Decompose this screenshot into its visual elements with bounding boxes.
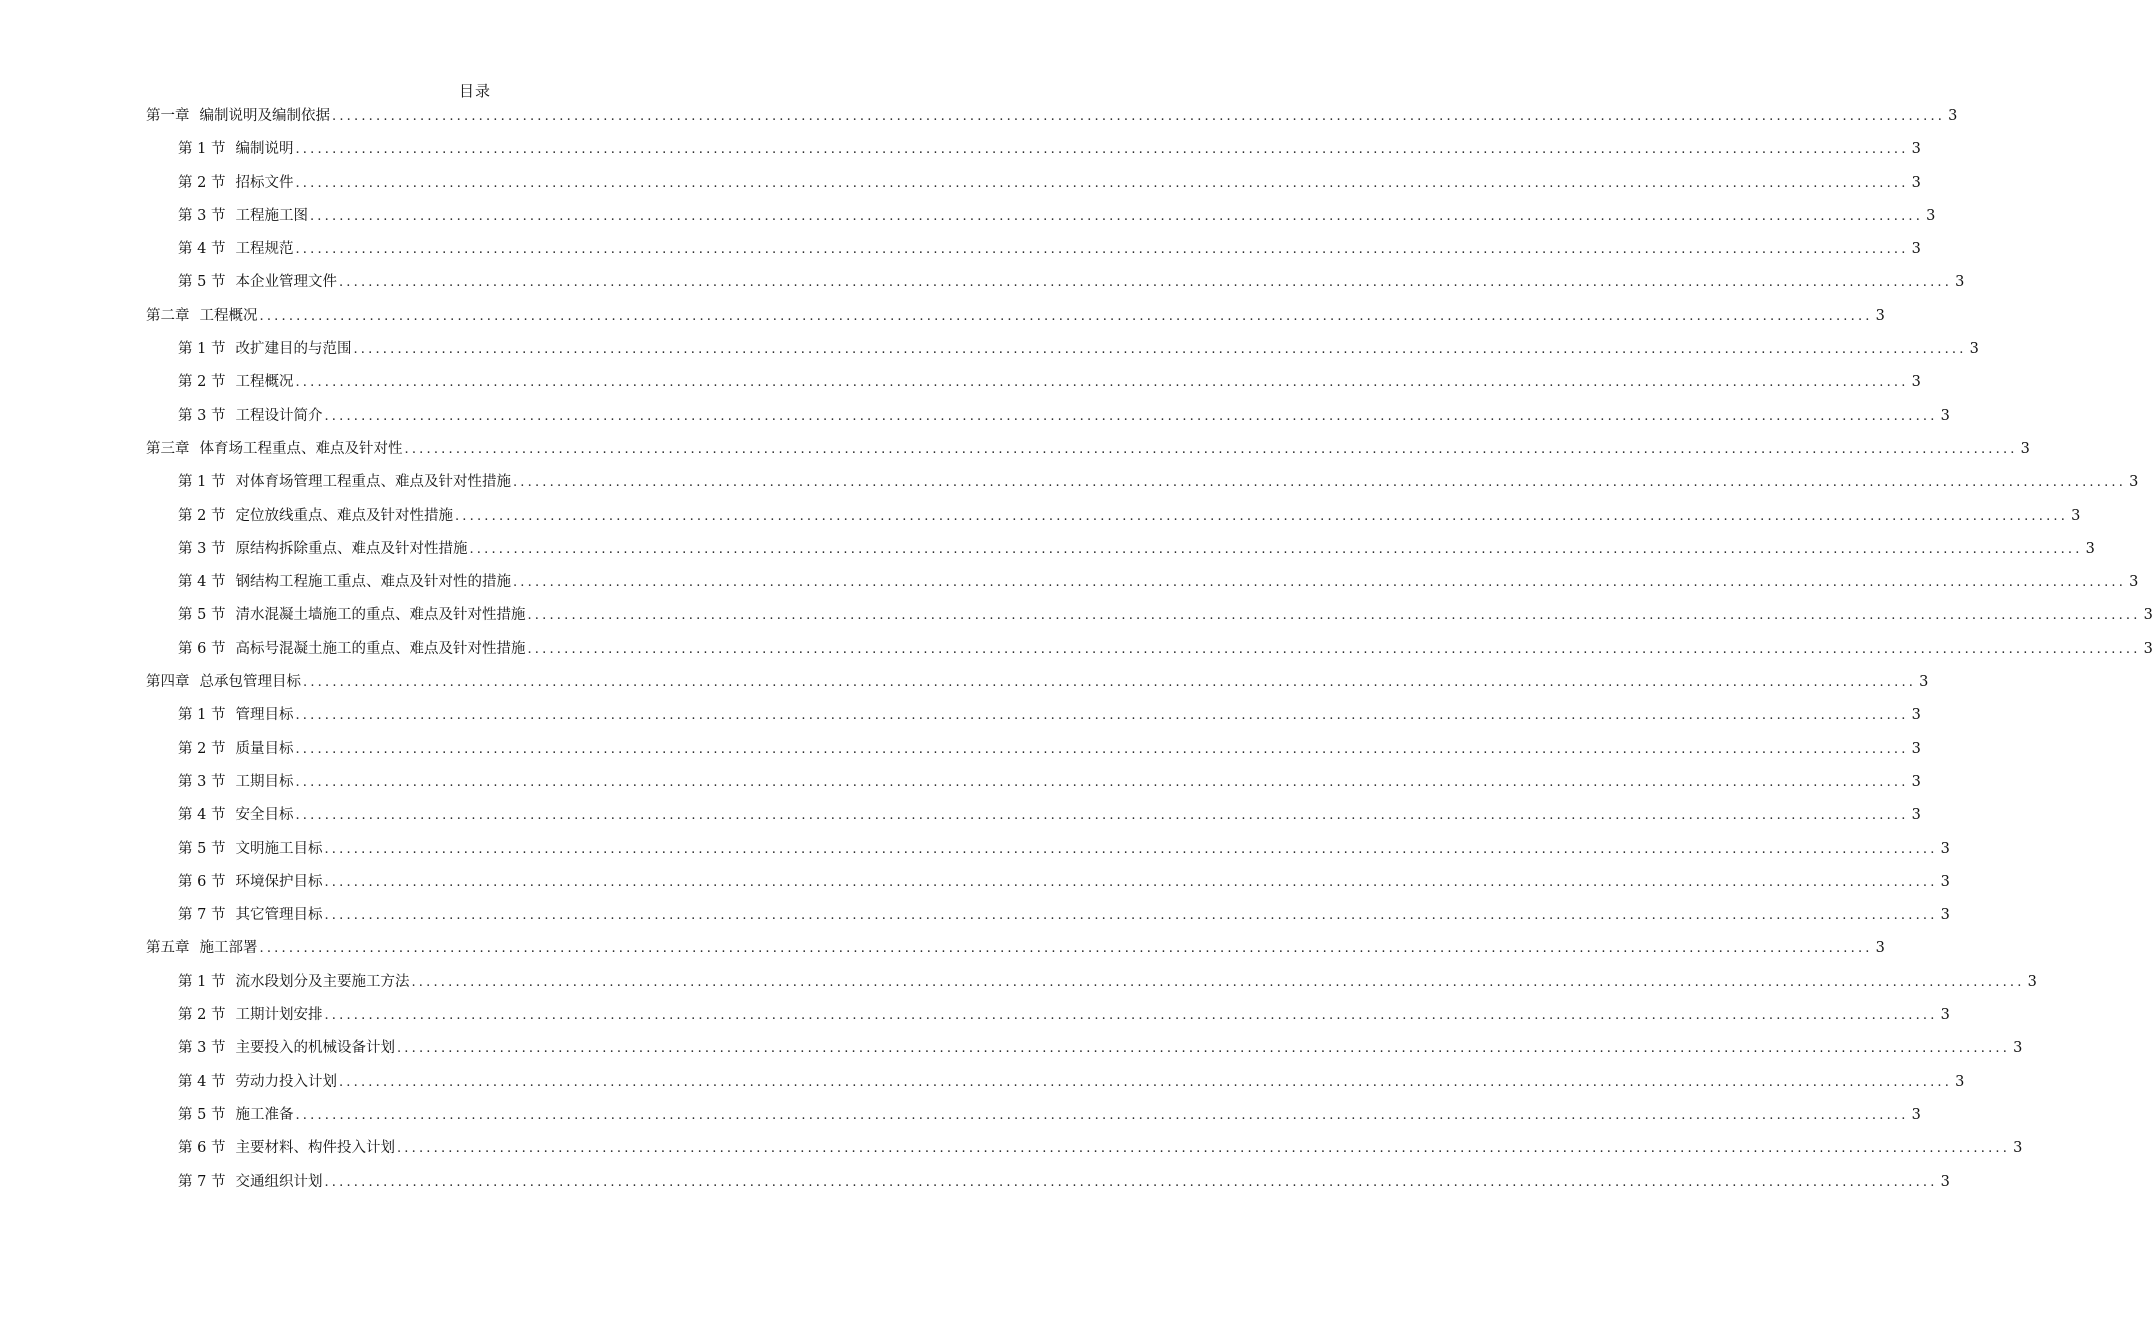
- toc-entry-label: [146, 305, 258, 327]
- toc-section-entry[interactable]: [146, 1037, 2023, 1070]
- toc-dot-leader: ............................................................................................................................................................................................................................: [338, 275, 1953, 291]
- toc-page-number: 3: [2129, 574, 2139, 591]
- toc-section-entry[interactable]: [146, 1171, 1950, 1204]
- toc-entry-label: [178, 405, 322, 427]
- toc-page-number: 3: [1940, 1173, 1950, 1190]
- toc-entry-label: [146, 671, 301, 693]
- toc-entry-number: 第 1 节: [178, 973, 226, 990]
- toc-entry-text: 招标文件: [235, 174, 294, 191]
- toc-page-number: 3: [2027, 973, 2037, 990]
- toc-section-entry[interactable]: [146, 1137, 2023, 1170]
- toc-entry-label: [178, 538, 467, 560]
- toc-dot-leader: ............................................................................................................................................................................................................................: [469, 541, 2083, 557]
- toc-entry-number: 第 4 节: [178, 807, 226, 824]
- toc-entry-label: [178, 1104, 293, 1126]
- toc-entry-number: 第 7 节: [178, 1173, 226, 1190]
- toc-section-entry[interactable]: [146, 172, 1921, 205]
- toc-section-entry[interactable]: [146, 604, 2153, 637]
- toc-entry-number: 第 1 节: [178, 707, 226, 724]
- toc-entry-text: 工程概况: [199, 307, 258, 324]
- toc-page-number: 3: [1911, 241, 1921, 258]
- toc-entry-number: 第 6 节: [178, 1140, 226, 1157]
- toc-section-entry[interactable]: [146, 371, 1921, 404]
- toc-page-number: 3: [2143, 640, 2153, 657]
- toc-dot-leader: ............................................................................................................................................................................................................................: [295, 175, 1909, 191]
- toc-page-number: 3: [1926, 207, 1936, 224]
- toc-entry-label: [178, 1171, 322, 1193]
- toc-entry-text: 编制说明及编制依据: [199, 108, 330, 124]
- toc-entry-number: 第 4 节: [178, 574, 226, 591]
- toc-entry-text: 对体育场管理工程重点、难点及针对性措施: [235, 474, 511, 491]
- toc-entry-number: 第 3 节: [178, 773, 226, 790]
- toc-entry-label: [178, 838, 322, 860]
- toc-entry-text: 定位放线重点、难点及针对性措施: [235, 507, 453, 524]
- toc-entry-number: 第 6 节: [178, 873, 226, 890]
- toc-page-number: 3: [1911, 374, 1921, 391]
- toc-entry-text: 环境保护目标: [235, 873, 323, 890]
- toc-entry-label: [146, 937, 258, 959]
- toc-chapter-entry[interactable]: [146, 305, 1885, 338]
- toc-section-entry[interactable]: [146, 205, 1936, 238]
- toc-entry-label: [146, 438, 403, 460]
- toc-entry-number: 第 5 节: [178, 840, 226, 857]
- toc-section-entry[interactable]: [146, 838, 1950, 871]
- toc-entry-number: 第五章: [146, 940, 190, 957]
- toc-entry-number: 第三章: [146, 440, 190, 457]
- toc-dot-leader: ............................................................................................................................................................................................................................: [295, 142, 1909, 158]
- toc-page-number: 3: [1911, 807, 1921, 824]
- toc-page-number: 3: [1911, 740, 1921, 757]
- toc-entry-label: [178, 271, 337, 293]
- toc-page-number: 3: [1948, 108, 1958, 124]
- toc-page-number: 3: [1940, 840, 1950, 857]
- toc-entry-text: 体育场工程重点、难点及针对性: [199, 440, 403, 457]
- toc-dot-leader: ............................................................................................................................................................................................................................: [309, 208, 1924, 224]
- toc-entry-number: 第 1 节: [178, 141, 226, 158]
- toc-dot-leader: ............................................................................................................................................................................................................................: [353, 342, 1967, 358]
- toc-page-number: 3: [1940, 1007, 1950, 1024]
- toc-list: [146, 105, 2153, 1204]
- toc-entry-text: 主要投入的机械设备计划: [235, 1040, 395, 1057]
- toc-page-number: 3: [1940, 907, 1950, 924]
- toc-chapter-entry[interactable]: [146, 105, 1958, 138]
- toc-entry-number: 第 5 节: [178, 274, 226, 291]
- toc-entry-label: [178, 571, 511, 593]
- toc-section-entry[interactable]: [146, 338, 1979, 371]
- toc-entry-text: 劳动力投入计划: [235, 1073, 337, 1090]
- toc-page-number: 3: [1911, 174, 1921, 191]
- toc-dot-leader: ............................................................................................................................................................................................................................: [295, 375, 1909, 391]
- toc-entry-number: 第 2 节: [178, 174, 226, 191]
- toc-entry-label: [178, 138, 293, 160]
- toc-entry-text: 编制说明: [235, 141, 294, 158]
- toc-entry-number: 第四章: [146, 674, 190, 691]
- toc-section-entry[interactable]: [146, 405, 1950, 438]
- toc-entry-label: [178, 771, 293, 793]
- toc-dot-leader: ............................................................................................................................................................................................................................: [303, 675, 1917, 691]
- toc-dot-leader: ............................................................................................................................................................................................................................: [338, 1074, 1953, 1090]
- toc-page-number: 3: [1919, 674, 1929, 691]
- toc-entry-number: 第 3 节: [178, 1040, 226, 1057]
- toc-section-entry[interactable]: [146, 238, 1921, 271]
- toc-page-number: 3: [1969, 341, 1979, 358]
- toc-dot-leader: ............................................................................................................................................................................................................................: [259, 308, 1873, 324]
- toc-page-number: 3: [2129, 474, 2139, 491]
- toc-section-entry[interactable]: [146, 771, 1921, 804]
- toc-dot-leader: ............................................................................................................................................................................................................................: [527, 641, 2141, 657]
- toc-section-entry[interactable]: [146, 804, 1921, 837]
- toc-dot-leader: ............................................................................................................................................................................................................................: [396, 1141, 2011, 1157]
- toc-entry-label: [178, 205, 308, 227]
- toc-entry-number: 第 3 节: [178, 207, 226, 224]
- toc-dot-leader: ............................................................................................................................................................................................................................: [295, 242, 1909, 258]
- toc-entry-text: 管理目标: [235, 707, 294, 724]
- toc-section-entry[interactable]: [146, 138, 1921, 171]
- toc-entry-number: 第 1 节: [178, 341, 226, 358]
- toc-entry-label: [178, 804, 293, 826]
- toc-entry-number: 第 2 节: [178, 1007, 226, 1024]
- toc-chapter-entry[interactable]: [146, 937, 1885, 970]
- toc-entry-label: [178, 1071, 337, 1093]
- toc-entry-number: 第 2 节: [178, 374, 226, 391]
- toc-entry-text: 高标号混凝土施工的重点、难点及针对性措施: [235, 640, 526, 657]
- toc-dot-leader: ............................................................................................................................................................................................................................: [295, 774, 1909, 790]
- toc-entry-label: [178, 172, 293, 194]
- toc-dot-leader: ............................................................................................................................................................................................................................: [404, 441, 2018, 457]
- toc-section-entry[interactable]: [146, 704, 1921, 737]
- toc-page-number: 3: [1911, 773, 1921, 790]
- toc-entry-text: 改扩建目的与范围: [235, 341, 352, 358]
- toc-dot-leader: ............................................................................................................................................................................................................................: [527, 608, 2141, 624]
- toc-entry-text: 流水段划分及主要施工方法: [235, 973, 410, 990]
- toc-entry-text: 交通组织计划: [235, 1173, 323, 1190]
- toc-entry-label: [178, 505, 453, 527]
- toc-entry-label: [178, 1137, 395, 1159]
- toc-page-number: 3: [2143, 607, 2153, 624]
- toc-entry-text: 文明施工目标: [235, 840, 323, 857]
- toc-page-number: 3: [1875, 307, 1885, 324]
- toc-section-entry[interactable]: [146, 904, 1950, 937]
- toc-chapter-entry[interactable]: [146, 438, 2030, 471]
- toc-entry-text: 工期目标: [235, 773, 294, 790]
- toc-entry-label: [178, 971, 409, 993]
- toc-page-number: 3: [2020, 440, 2030, 457]
- toc-entry-text: 工程设计简介: [235, 407, 323, 424]
- toc-entry-number: 第 5 节: [178, 607, 226, 624]
- toc-entry-label: [146, 105, 330, 127]
- toc-entry-text: 本企业管理文件: [235, 274, 337, 291]
- toc-title: 目录: [458, 82, 491, 100]
- toc-dot-leader: ............................................................................................................................................................................................................................: [295, 1107, 1909, 1123]
- toc-section-entry[interactable]: [146, 271, 1965, 304]
- toc-dot-leader: ............................................................................................................................................................................................................................: [324, 874, 1938, 890]
- toc-section-entry[interactable]: [146, 871, 1950, 904]
- toc-entry-text: 总承包管理目标: [199, 674, 301, 691]
- toc-entry-number: 第一章: [146, 108, 190, 124]
- toc-section-entry[interactable]: [146, 1104, 1921, 1137]
- toc-dot-leader: ............................................................................................................................................................................................................................: [295, 808, 1909, 824]
- toc-dot-leader: ............................................................................................................................................................................................................................: [295, 741, 1909, 757]
- toc-entry-text: 质量目标: [235, 740, 294, 757]
- toc-dot-leader: ............................................................................................................................................................................................................................: [332, 109, 1946, 124]
- toc-page-number: 3: [2071, 507, 2081, 524]
- toc-section-entry[interactable]: [146, 971, 2037, 1004]
- toc-entry-text: 工程规范: [235, 241, 294, 258]
- toc-dot-leader: ............................................................................................................................................................................................................................: [324, 841, 1938, 857]
- toc-page-number: 3: [1940, 407, 1950, 424]
- toc-page-number: 3: [1911, 141, 1921, 158]
- toc-entry-label: [178, 471, 511, 493]
- toc-section-entry[interactable]: [146, 571, 2139, 604]
- toc-page-number: 3: [2013, 1040, 2023, 1057]
- toc-dot-leader: ............................................................................................................................................................................................................................: [411, 974, 2025, 990]
- toc-dot-leader: ............................................................................................................................................................................................................................: [512, 575, 2127, 591]
- toc-dot-leader: ............................................................................................................................................................................................................................: [324, 908, 1938, 924]
- toc-entry-label: [178, 704, 293, 726]
- toc-entry-number: 第二章: [146, 307, 190, 324]
- toc-section-entry[interactable]: [146, 1071, 1965, 1104]
- toc-page-number: 3: [2085, 540, 2095, 557]
- toc-entry-label: [178, 371, 293, 393]
- toc-dot-leader: ............................................................................................................................................................................................................................: [324, 1008, 1938, 1024]
- toc-page-number: 3: [1955, 274, 1965, 291]
- toc-page-number: 3: [1955, 1073, 1965, 1090]
- toc-entry-label: [178, 871, 322, 893]
- toc-entry-text: 工程概况: [235, 374, 294, 391]
- toc-entry-number: 第 4 节: [178, 241, 226, 258]
- toc-entry-number: 第 3 节: [178, 540, 226, 557]
- toc-entry-text: 施工部署: [199, 940, 258, 957]
- toc-entry-text: 主要材料、构件投入计划: [235, 1140, 395, 1157]
- toc-entry-text: 工期计划安排: [235, 1007, 323, 1024]
- toc-entry-text: 钢结构工程施工重点、难点及针对性的措施: [235, 574, 511, 591]
- toc-entry-number: 第 7 节: [178, 907, 226, 924]
- toc-entry-number: 第 2 节: [178, 507, 226, 524]
- toc-entry-number: 第 2 节: [178, 740, 226, 757]
- toc-dot-leader: ............................................................................................................................................................................................................................: [295, 708, 1909, 724]
- toc-entry-label: [178, 238, 293, 260]
- toc-dot-leader: ............................................................................................................................................................................................................................: [259, 941, 1873, 957]
- toc-entry-label: [178, 1037, 395, 1059]
- toc-section-entry[interactable]: [146, 738, 1921, 771]
- toc-entry-text: 清水混凝土墙施工的重点、难点及针对性措施: [235, 607, 526, 624]
- toc-entry-number: 第 4 节: [178, 1073, 226, 1090]
- toc-entry-text: 安全目标: [235, 807, 294, 824]
- toc-entry-number: 第 6 节: [178, 640, 226, 657]
- toc-page-number: 3: [1911, 707, 1921, 724]
- toc-entry-number: 第 5 节: [178, 1106, 226, 1123]
- toc-section-entry[interactable]: [146, 505, 2081, 538]
- toc-page-number: 3: [1940, 873, 1950, 890]
- toc-page-number: 3: [2013, 1140, 2023, 1157]
- toc-entry-text: 原结构拆除重点、难点及针对性措施: [235, 540, 468, 557]
- toc-entry-label: [178, 338, 351, 360]
- toc-page-number: 3: [1911, 1106, 1921, 1123]
- toc-dot-leader: ............................................................................................................................................................................................................................: [512, 475, 2127, 491]
- toc-entry-number: 第 3 节: [178, 407, 226, 424]
- toc-dot-leader: ............................................................................................................................................................................................................................: [454, 508, 2069, 524]
- toc-entry-text: 工程施工图: [235, 207, 308, 224]
- toc-dot-leader: ............................................................................................................................................................................................................................: [324, 1174, 1938, 1190]
- toc-entry-number: 第 1 节: [178, 474, 226, 491]
- toc-entry-label: [178, 1004, 322, 1026]
- toc-section-entry[interactable]: [146, 538, 2095, 571]
- toc-dot-leader: ............................................................................................................................................................................................................................: [324, 408, 1938, 424]
- toc-entry-text: 其它管理目标: [235, 907, 323, 924]
- toc-entry-label: [178, 738, 293, 760]
- toc-section-entry[interactable]: [146, 638, 2153, 671]
- toc-entry-label: [178, 638, 525, 660]
- toc-section-entry[interactable]: [146, 471, 2139, 504]
- toc-entry-text: 施工准备: [235, 1106, 294, 1123]
- toc-entry-label: [178, 904, 322, 926]
- toc-entry-label: [178, 604, 525, 626]
- toc-chapter-entry[interactable]: [146, 671, 1929, 704]
- toc-dot-leader: ............................................................................................................................................................................................................................: [396, 1041, 2011, 1057]
- toc-page-number: 3: [1875, 940, 1885, 957]
- toc-section-entry[interactable]: [146, 1004, 1950, 1037]
